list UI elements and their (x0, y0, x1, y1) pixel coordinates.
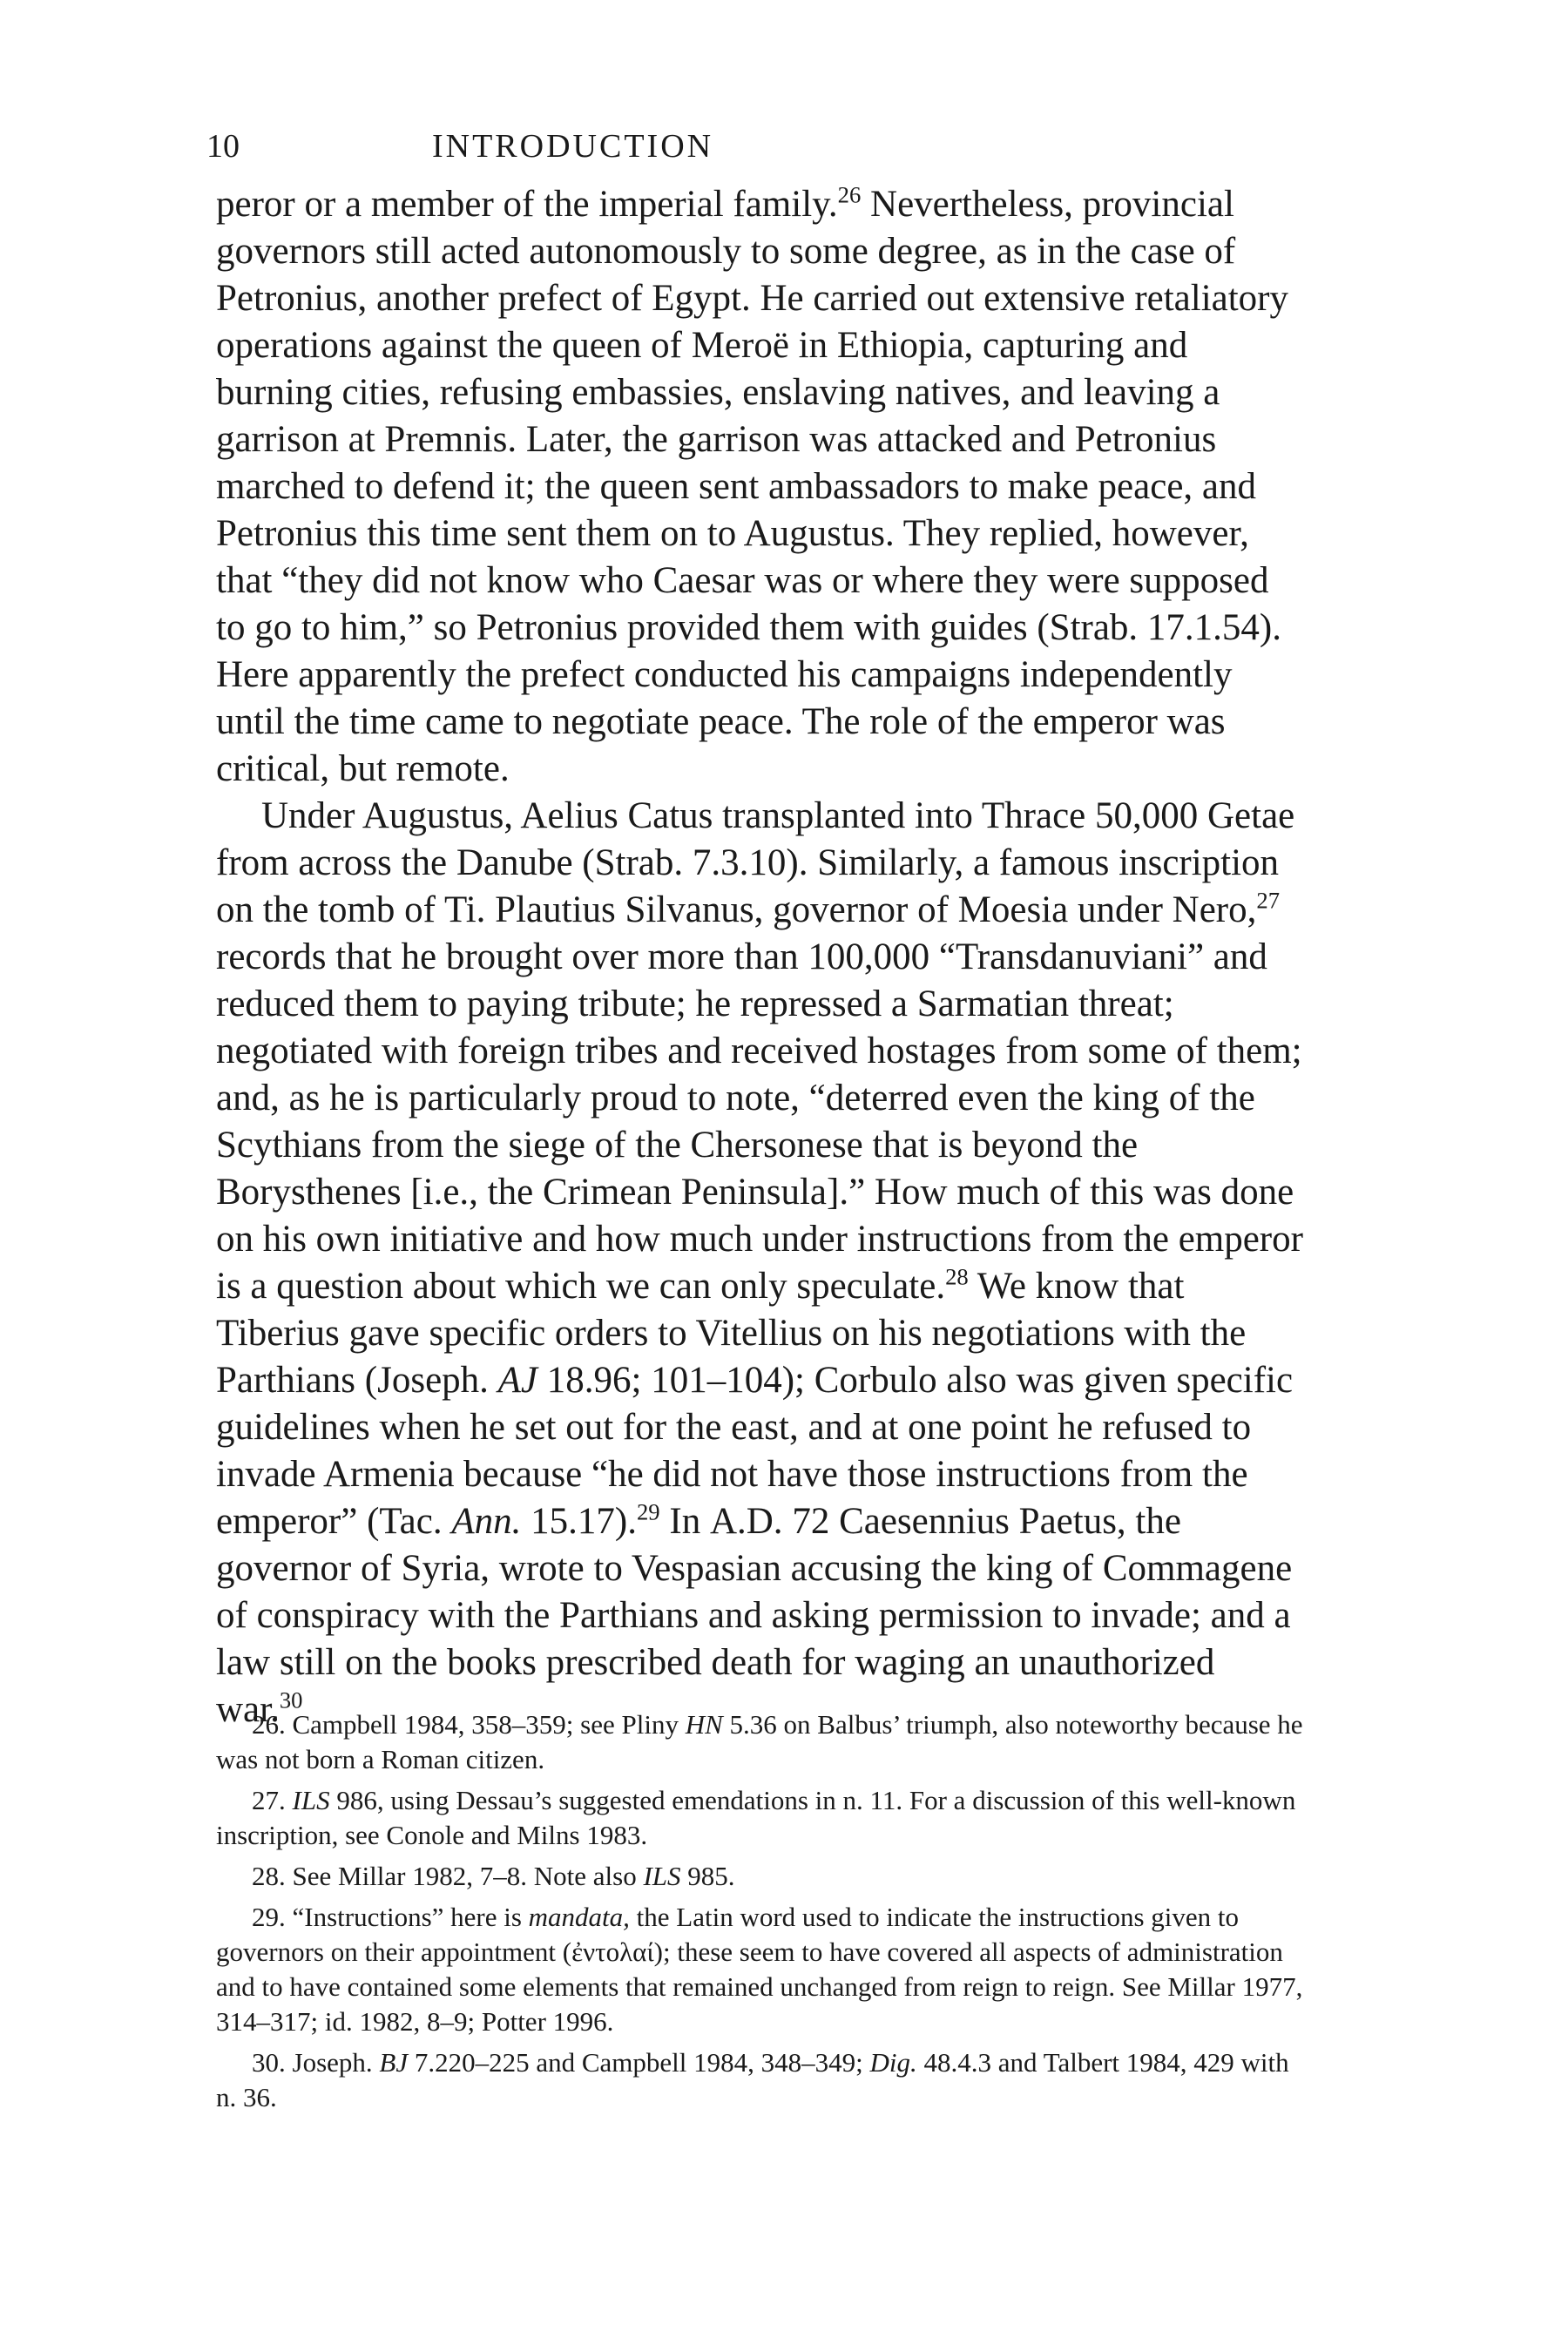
footnote-30 (216, 2045, 1305, 2115)
text-run: 15.17). (521, 1501, 637, 1542)
footnote-28 (216, 1859, 1305, 1894)
page-header (206, 120, 1304, 172)
text-run: 5.36 on Balbus’ triumph, also noteworthy because he was not born a Roman citizen. (216, 1709, 1303, 1774)
text-run: 7.220–225 and Campbell 1984, 348–349; (408, 2047, 870, 2078)
text-run: 26. Campbell 1984, 358–359; see Pliny (252, 1709, 686, 1740)
text-run: Under Augustus, Aelius Catus transplanted into Thrace 50,000 Getae from across the Danube (Strab. 7.3.10). Similarly, a famous inscription on the tomb of Ti. Plautius Silvanus, governor of Moesia under Nero, (216, 795, 1295, 930)
running-head: INTRODUCTION (432, 128, 714, 165)
page-number: 10 (206, 128, 240, 165)
text-run: the Latin word used to indicate the instructions given to governors on their appointment (ἐντολαί); these seem to have covered all aspects of administration and to have contained some elements that remained unchanged from reign to reign. See Millar 1977, 314–317; id. 1982, 8–9; Potter 1996. (216, 1902, 1303, 2037)
text-run: We know that Tiberius gave specific orders to Vitellius on his negotiations with the Parthians (Joseph. (216, 1266, 1247, 1401)
text-run: In (659, 1501, 710, 1542)
text-run: 48.4.3 and Talbert 1984, 429 with n. 36. (216, 2047, 1289, 2112)
footnote-ref-28[interactable]: 28 (945, 1263, 969, 1290)
text-run: 985. (680, 1861, 735, 1891)
italic-title: Ann. (451, 1501, 522, 1542)
footnote-27 (216, 1783, 1305, 1853)
footnote-ref-27[interactable]: 27 (1256, 887, 1281, 914)
footnote-ref-29[interactable]: 29 (636, 1498, 660, 1525)
footnote-ref-26[interactable]: 26 (837, 181, 862, 208)
italic-title: BJ (379, 2047, 409, 2078)
text-run: 30. Joseph. (252, 2047, 380, 2078)
text-run: 28. See Millar 1982, 7–8. Note also (252, 1861, 644, 1891)
text-run: 27. (252, 1785, 293, 1815)
text-run: 986, using Dessau’s suggested emendations in n. 11. For a discussion of this well-known inscription, see Conole and Milns 1983. (216, 1785, 1296, 1850)
text-run: 18.96; 101–104); Corbulo also was given specific guidelines when he set out for the east, and at one point he refused to invade Armenia because “he did not have those instructions from the emperor” (Tac. (216, 1360, 1294, 1542)
paragraph-1 (216, 181, 1305, 793)
paragraph-2 (216, 793, 1305, 1734)
text-run: 72 Caesennius Paetus, the governor of Syria, wrote to Vespasian accusing the king of Commagene of conspiracy with the Parthians and asking permission to invade; and a law still on the books prescribed death for waging an unauthorized war. (216, 1501, 1293, 1730)
italic-title: ILS (643, 1861, 681, 1891)
footnotes (216, 1707, 1305, 2121)
italic-term: mandata, (528, 1902, 630, 1932)
footnote-29 (216, 1900, 1305, 2039)
italic-title: HN (685, 1709, 723, 1740)
text-run: Nevertheless, provincial governors still acted autonomously to some degree, as in the case of Petronius, another prefect of Egypt. He carried out extensive retaliatory operations against the queen of Meroë in Ethiopia, capturing and burning cities, refusing embassies, enslaving natives, and leaving a garrison at Premnis. Later, the garrison was attacked and Petronius marched to defend it; the queen sent ambassadors to make peace, and Petronius this time sent them on to Augustus. They replied, however, that “they did not know who Caesar was or where they were supposed to go to him,” so Petronius provided them with guides (Strab. 17.1.54). Here apparently the prefect conducted his campaigns independently until the time came to negotiate peace. The role of the emperor was critical, but remote. (216, 184, 1289, 789)
text-run: peror or a member of the imperial family. (216, 184, 838, 225)
text-run: records that he brought over more than 100,000 “Transdanuviani” and reduced them to paying tribute; he repressed a Sarmatian threat; negotiated with foreign tribes and received hostages from some of them; and, as he is particularly proud to note, “deterred even the king of the Scythians from the siege of the Chersonese that is beyond the Borysthenes [i.e., the Crimean Peninsula].” How much of this was done on his own initiative and how much under instructions from the emperor is a question about which we can only speculate. (216, 936, 1303, 1307)
footnote-26 (216, 1707, 1305, 1777)
small-caps-era: A.D. (709, 1501, 783, 1542)
body-text (216, 181, 1305, 1734)
footnote-ref-30[interactable]: 30 (279, 1686, 303, 1713)
text-run: 29. “Instructions” here is (252, 1902, 529, 1932)
italic-title: AJ (497, 1360, 538, 1401)
italic-title: ILS (292, 1785, 330, 1815)
italic-title: Dig. (869, 2047, 917, 2078)
